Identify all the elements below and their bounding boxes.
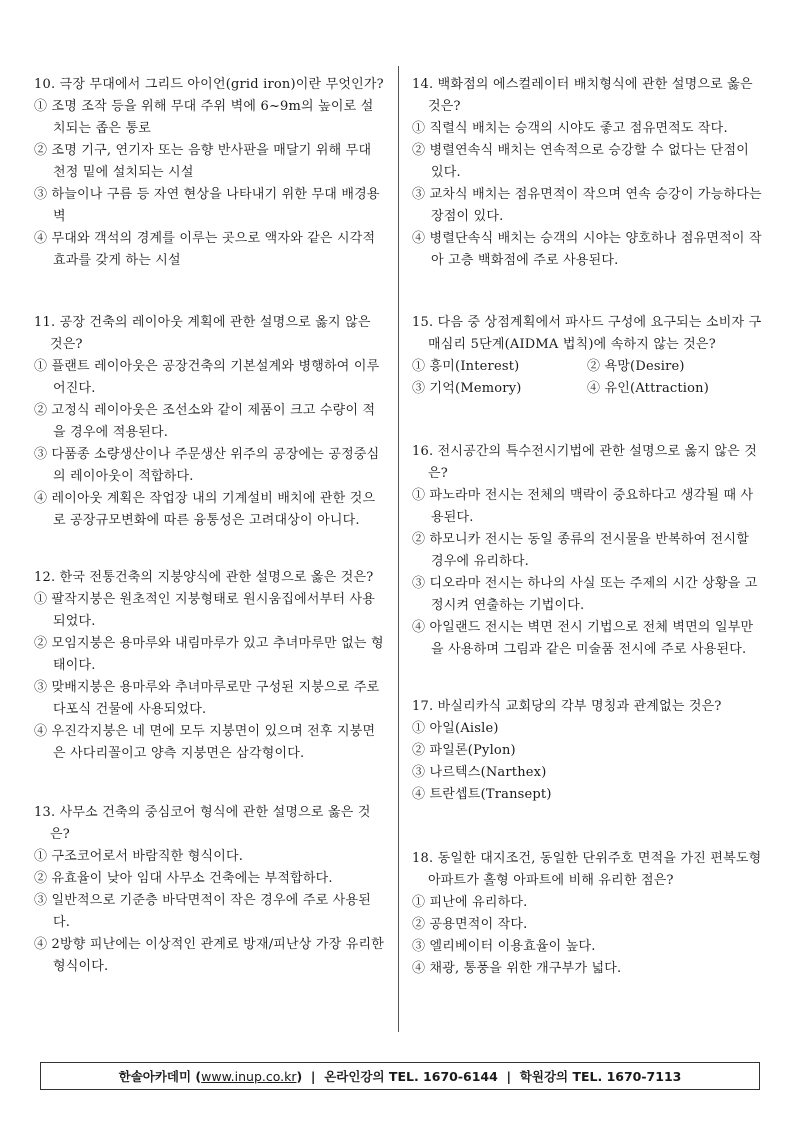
question-stem: 16. 전시공간의 특수전시기법에 관한 설명으로 옳지 않은 것은? [412, 444, 758, 481]
option-1: ① 조명 조작 등을 위해 무대 주위 벽에 6~9m의 높이로 설치되는 좁은 통로 [34, 99, 374, 136]
option-4: ④ 채광, 통풍을 위한 개구부가 넓다. [412, 961, 622, 976]
option-3: ③ 교차식 배치는 점유면적이 작으며 연속 승강이 가능하다는 장점이 있다. [412, 187, 762, 224]
question-stem: 18. 동일한 대지조건, 동일한 단위주호 면적을 가진 편복도형 아파트가 홀형 아파트에 비해 유리한 점은? [412, 851, 762, 888]
question-12 [34, 567, 384, 765]
option-1: ① 아일(Aisle) [412, 721, 499, 736]
question-13 [34, 802, 384, 978]
option-1: ① 피난에 유리하다. [412, 895, 528, 910]
footer-academy: 한솔아카데미 ( [118, 1069, 202, 1084]
option-1: ① 흥미(Interest) [412, 359, 520, 374]
option-2: ② 조명 기구, 연기자 또는 음향 반사판을 매달기 위해 무대 천정 밑에 설치되는 시설 [34, 143, 372, 180]
option-4: ④ 우진각지붕은 네 면에 모두 지붕면이 있으며 전후 지붕면은 사다리꼴이고 양측 지붕면은 삼각형이다. [34, 724, 376, 761]
question-stem: 11. 공장 건축의 레이아웃 계획에 관한 설명으로 옳지 않은 것은? [34, 315, 371, 352]
option-1: ① 파노라마 전시는 전체의 맥락이 중요하다고 생각될 때 사용된다. [412, 488, 754, 525]
option-3: ③ 다품종 소량생산이나 주문생산 위주의 공장에는 공정중심의 레이아웃이 적합하다. [34, 447, 380, 484]
option-3: ③ 맞배지붕은 용마루와 추녀마루로만 구성된 지붕으로 주로 다포식 건물에 사용되었다. [34, 680, 380, 717]
option-2: ② 모임지붕은 용마루와 내림마루가 있고 추녀마루만 없는 형태이다. [34, 636, 384, 673]
option-2: ② 유효율이 낮아 임대 사무소 건축에는 부적합하다. [34, 871, 333, 886]
option-3: ③ 기억(Memory) [412, 381, 522, 396]
option-3: ③ 일반적으로 기준층 바닥면적이 작은 경우에 주로 사용된다. [34, 893, 371, 930]
question-stem: 13. 사무소 건축의 중심코어 형식에 관한 설명으로 옳은 것은? [34, 805, 371, 842]
option-1: ① 플랜트 레이아웃은 공장건축의 기본설계와 병행하여 이루어진다. [34, 359, 380, 396]
option-3: ③ 나르텍스(Narthex) [412, 765, 547, 780]
footer-contact-bar [40, 1062, 760, 1090]
option-4: ④ 병렬단속식 배치는 승객의 시야는 양호하나 점유면적이 작아 고층 백화점에 주로 사용된다. [412, 231, 762, 268]
question-stem: 12. 한국 전통건축의 지붕양식에 관한 설명으로 옳은 것은? [34, 570, 374, 585]
question-stem: 14. 백화점의 에스컬레이터 배치형식에 관한 설명으로 옳은 것은? [412, 77, 753, 114]
option-4: ④ 2방향 피난에는 이상적인 관계로 방재/피난상 가장 유리한 형식이다. [34, 937, 385, 974]
option-2: ② 고정식 레이아웃은 조선소와 같이 제품이 크고 수량이 적을 경우에 적용된다. [34, 403, 376, 440]
option-3: ③ 하늘이나 구름 등 자연 현상을 나타내기 위한 무대 배경용 벽 [34, 187, 380, 224]
option-1: ① 팔작지붕은 원초적인 지붕형태로 원시움집에서부터 사용되었다. [34, 592, 376, 629]
option-4: ④ 아일랜드 전시는 벽면 전시 기법으로 전체 벽면의 일부만을 사용하며 그림과 같은 미술품 전시에 주로 사용된다. [412, 620, 754, 657]
question-18 [412, 848, 762, 980]
question-stem: 15. 다음 중 상점계획에서 파사드 구성에 요구되는 소비자 구매심리 5단계(AIDMA 법칙)에 속하지 않는 것은? [412, 315, 762, 352]
question-stem: 10. 극장 무대에서 그리드 아이언(grid iron)이란 무엇인가? [34, 77, 384, 92]
question-10 [34, 74, 384, 272]
academy-website-link[interactable]: www.inup.co.kr [201, 1068, 297, 1084]
option-1: ① 구조코어로서 바람직한 형식이다. [34, 849, 244, 864]
option-3: ③ 엘리베이터 이용효율이 높다. [412, 939, 596, 954]
option-2: ② 파일론(Pylon) [412, 743, 516, 758]
footer-phone-info: ) | 온라인강의 TEL. 1670-6144 | 학원강의 TEL. 1670-7113 [296, 1069, 682, 1084]
option-2: ② 공용면적이 작다. [412, 917, 528, 932]
question-stem: 17. 바실리카식 교회당의 각부 명칭과 관계없는 것은? [412, 699, 722, 714]
option-2: ② 하모니카 전시는 동일 종류의 전시물을 반복하여 전시할 경우에 유리하다. [412, 532, 749, 569]
question-16 [412, 441, 762, 661]
option-4: ④ 유인(Attraction) [587, 381, 710, 396]
question-14 [412, 74, 762, 272]
option-2: ② 병렬연속식 배치는 연속적으로 승강할 수 없다는 단점이 있다. [412, 143, 749, 180]
option-1: ① 직렬식 배치는 승객의 시야도 좋고 점유면적도 작다. [412, 121, 728, 136]
question-17 [412, 696, 762, 806]
question-15 [412, 312, 762, 400]
question-11 [34, 312, 384, 532]
option-grid [412, 356, 762, 400]
option-4: ④ 트란셉트(Transept) [412, 787, 552, 802]
option-4: ④ 레이아웃 계획은 작업장 내의 기계설비 배치에 관한 것으로 공장규모변화에 따른 융통성은 고려대상이 아니다. [34, 491, 376, 528]
column-divider [398, 66, 399, 1032]
option-3: ③ 디오라마 전시는 하나의 사실 또는 주제의 시간 상황을 고정시켜 연출하는 기법이다. [412, 576, 758, 613]
option-4: ④ 무대와 객석의 경계를 이루는 곳으로 액자와 같은 시각적 효과를 갖게 하는 시설 [34, 231, 376, 268]
option-2: ② 욕망(Desire) [587, 359, 685, 374]
